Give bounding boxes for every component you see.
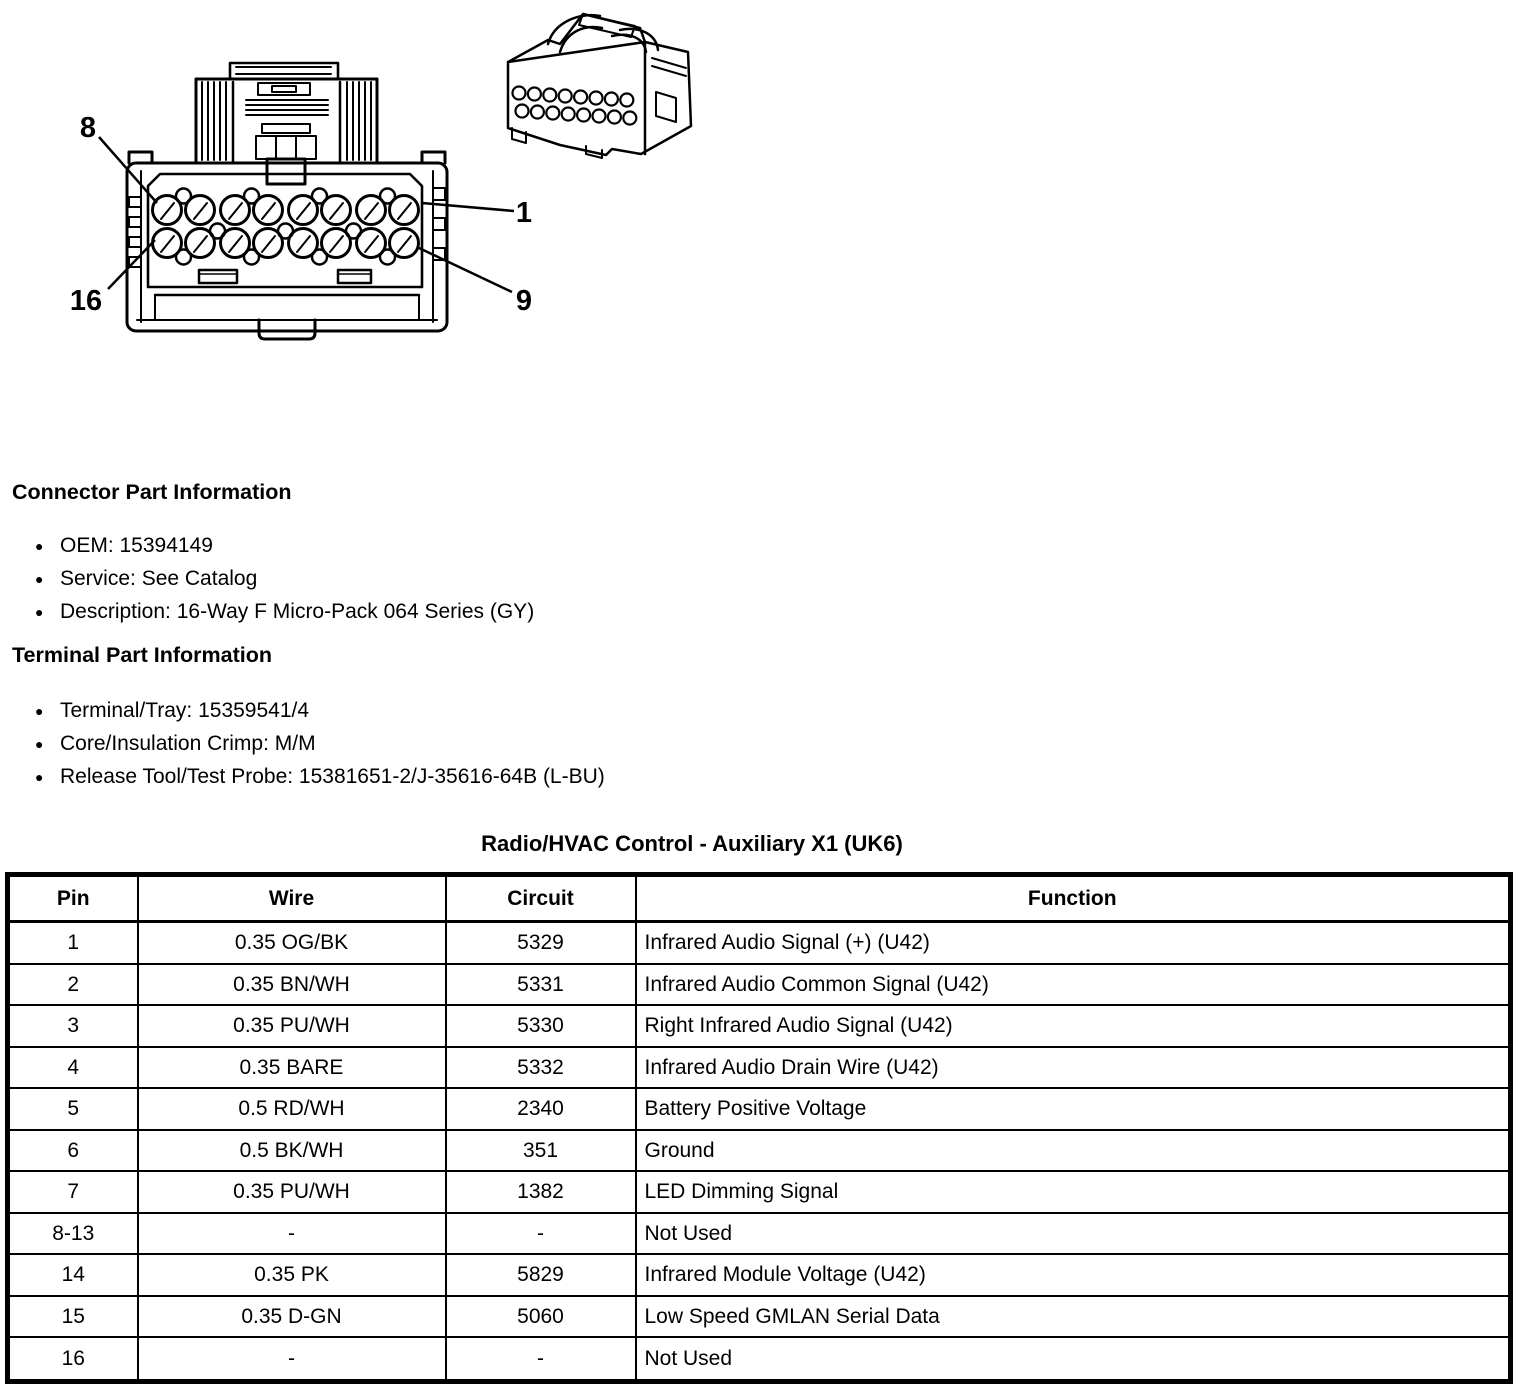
column-header-function: Function: [636, 875, 1511, 922]
cell-circuit: 5330: [446, 1005, 636, 1047]
cell-pin: 14: [8, 1254, 138, 1296]
cell-pin: 1: [8, 922, 138, 964]
cell-function: Not Used: [636, 1337, 1511, 1381]
connector-front-view-drawing: [127, 63, 447, 339]
table-row: [8, 922, 1511, 964]
table-row: [8, 1130, 1511, 1172]
bullet-icon: ●: [35, 703, 44, 719]
table-row: [8, 1213, 1511, 1255]
pin-16-label: 16: [69, 285, 103, 317]
cell-wire: 0.35 BARE: [138, 1047, 446, 1089]
list-item: [30, 700, 605, 722]
table-row: [8, 1254, 1511, 1296]
cell-wire: -: [138, 1213, 446, 1255]
list-item: [30, 568, 534, 590]
cell-pin: 8-13: [8, 1213, 138, 1255]
connector-part-information-heading: Connector Part Information: [12, 480, 292, 504]
list-item-text: OEM: 15394149: [60, 534, 213, 557]
cell-function: Not Used: [636, 1213, 1511, 1255]
cell-circuit: 351: [446, 1130, 636, 1172]
list-item: [30, 766, 605, 788]
table-row: [8, 1171, 1511, 1213]
cell-pin: 16: [8, 1337, 138, 1381]
cell-pin: 5: [8, 1088, 138, 1130]
cell-pin: 2: [8, 964, 138, 1006]
table-row: [8, 1005, 1511, 1047]
cell-circuit: -: [446, 1213, 636, 1255]
connector-isometric-drawing: [508, 14, 691, 158]
terminal-part-information-list: [30, 700, 605, 799]
column-header-pin: Pin: [8, 875, 138, 922]
cell-wire: 0.5 RD/WH: [138, 1088, 446, 1130]
cell-function: Ground: [636, 1130, 1511, 1172]
cell-circuit: 5829: [446, 1254, 636, 1296]
cell-function: Infrared Audio Signal (+) (U42): [636, 922, 1511, 964]
bullet-icon: ●: [35, 736, 44, 752]
cell-circuit: 1382: [446, 1171, 636, 1213]
cell-pin: 7: [8, 1171, 138, 1213]
cell-pin: 3: [8, 1005, 138, 1047]
pin-9-label: 9: [515, 285, 533, 317]
cell-function: Infrared Audio Drain Wire (U42): [636, 1047, 1511, 1089]
bullet-icon: ●: [35, 538, 44, 554]
cell-circuit: 5329: [446, 922, 636, 964]
cell-wire: 0.35 PK: [138, 1254, 446, 1296]
cell-pin: 15: [8, 1296, 138, 1338]
cell-wire: 0.35 OG/BK: [138, 922, 446, 964]
column-header-wire: Wire: [138, 875, 446, 922]
cell-pin: 6: [8, 1130, 138, 1172]
cell-wire: 0.35 PU/WH: [138, 1005, 446, 1047]
list-item-text: Service: See Catalog: [60, 567, 258, 590]
cell-circuit: 5331: [446, 964, 636, 1006]
table-row: [8, 1047, 1511, 1089]
cell-function: Infrared Module Voltage (U42): [636, 1254, 1511, 1296]
pin-1-label: 1: [515, 197, 533, 229]
table-row: [8, 964, 1511, 1006]
list-item-text: Release Tool/Test Probe: 15381651-2/J-35616-64B (L-BU): [60, 765, 605, 788]
list-item: [30, 601, 534, 623]
cell-wire: -: [138, 1337, 446, 1381]
cell-function: Battery Positive Voltage: [636, 1088, 1511, 1130]
list-item-text: Core/Insulation Crimp: M/M: [60, 732, 316, 755]
cell-wire: 0.35 D-GN: [138, 1296, 446, 1338]
terminal-part-information-heading: Terminal Part Information: [12, 643, 273, 667]
table-header-row: [8, 875, 1511, 922]
cell-wire: 0.35 PU/WH: [138, 1171, 446, 1213]
cell-function: Low Speed GMLAN Serial Data: [636, 1296, 1511, 1338]
cell-function: Right Infrared Audio Signal (U42): [636, 1005, 1511, 1047]
table-row: [8, 1088, 1511, 1130]
pinout-table: [5, 872, 1513, 1384]
cell-wire: 0.5 BK/WH: [138, 1130, 446, 1172]
bullet-icon: ●: [35, 604, 44, 620]
connector-part-information-list: [30, 535, 534, 634]
list-item: [30, 535, 534, 557]
list-item-text: Terminal/Tray: 15359541/4: [60, 699, 310, 722]
table-row: [8, 1296, 1511, 1338]
cell-wire: 0.35 BN/WH: [138, 964, 446, 1006]
cell-pin: 4: [8, 1047, 138, 1089]
cell-circuit: 5332: [446, 1047, 636, 1089]
cell-function: LED Dimming Signal: [636, 1171, 1511, 1213]
bullet-icon: ●: [35, 769, 44, 785]
connector-diagram: [0, 0, 1520, 470]
cell-function: Infrared Audio Common Signal (U42): [636, 964, 1511, 1006]
list-item: [30, 733, 605, 755]
cell-circuit: 5060: [446, 1296, 636, 1338]
bullet-icon: ●: [35, 571, 44, 587]
cell-circuit: 2340: [446, 1088, 636, 1130]
pinout-table-title: Radio/HVAC Control - Auxiliary X1 (UK6): [481, 831, 903, 856]
cell-circuit: -: [446, 1337, 636, 1381]
list-item-text: Description: 16-Way F Micro-Pack 064 Series (GY): [60, 600, 535, 623]
column-header-circuit: Circuit: [446, 875, 636, 922]
table-row: [8, 1337, 1511, 1381]
pin-8-label: 8: [79, 112, 97, 144]
